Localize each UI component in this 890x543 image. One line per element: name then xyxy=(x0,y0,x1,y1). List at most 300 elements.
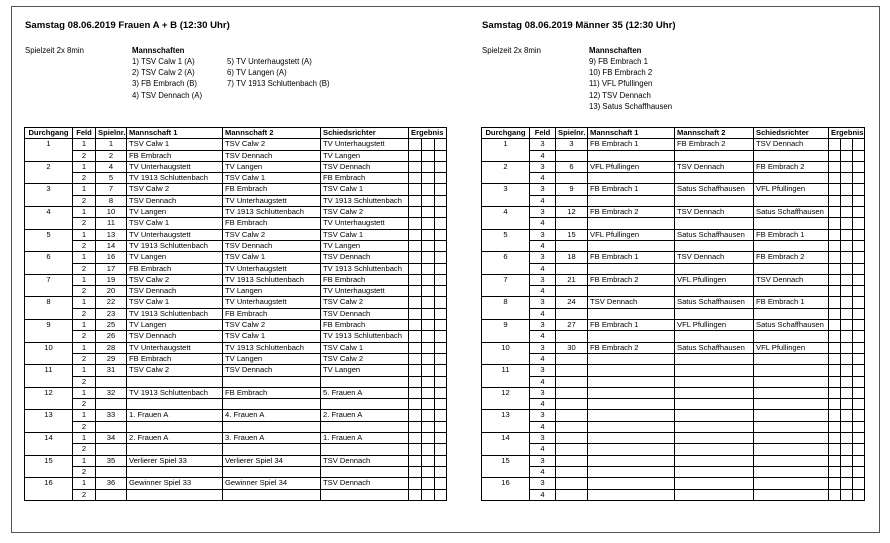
team-entry: 1) TSV Calw 1 (A) xyxy=(132,57,195,66)
table-row xyxy=(25,410,447,421)
cell-ergebnis xyxy=(422,218,435,229)
cell-ergebnis xyxy=(409,433,422,444)
cell-schiedsrichter xyxy=(754,433,829,444)
cell-schiedsrichter: FB Embrach 1 xyxy=(754,297,829,308)
cell-spielnr: 34 xyxy=(96,433,127,444)
cell-mannschaft2 xyxy=(223,444,321,455)
cell-ergebnis xyxy=(829,195,841,206)
cell-mannschaft2 xyxy=(223,399,321,410)
cell-mannschaft2 xyxy=(675,331,754,342)
cell-ergebnis xyxy=(829,161,841,172)
cell-mannschaft2 xyxy=(675,218,754,229)
cell-ergebnis xyxy=(409,274,422,285)
cell-ergebnis xyxy=(841,252,853,263)
cell-durchgang: 9 xyxy=(482,320,530,343)
cell-ergebnis xyxy=(435,466,447,477)
cell-spielnr: 25 xyxy=(96,320,127,331)
cell-spielnr xyxy=(556,489,588,500)
cell-ergebnis xyxy=(853,342,865,353)
cell-ergebnis xyxy=(829,139,841,150)
cell-spielnr: 15 xyxy=(556,229,588,240)
cell-feld: 2 xyxy=(73,286,96,297)
cell-spielnr: 3 xyxy=(556,139,588,150)
team-entry: 13) Satus Schaffhausen xyxy=(589,101,673,111)
cell-ergebnis xyxy=(853,308,865,319)
cell-schiedsrichter xyxy=(754,331,829,342)
cell-ergebnis xyxy=(435,252,447,263)
cell-spielnr xyxy=(556,433,588,444)
cell-mannschaft2 xyxy=(223,489,321,500)
cell-mannschaft2 xyxy=(675,263,754,274)
cell-ergebnis xyxy=(841,286,853,297)
cell-ergebnis xyxy=(853,184,865,195)
cell-ergebnis xyxy=(853,455,865,466)
cell-mannschaft2: TV Langen xyxy=(223,161,321,172)
cell-feld: 4 xyxy=(530,240,556,251)
cell-ergebnis xyxy=(853,229,865,240)
cell-mannschaft1 xyxy=(588,376,675,387)
cell-ergebnis xyxy=(829,478,841,489)
cell-mannschaft1 xyxy=(588,399,675,410)
cell-spielnr: 2 xyxy=(96,150,127,161)
cell-mannschaft2: TSV Calw 2 xyxy=(223,320,321,331)
cell-schiedsrichter xyxy=(754,195,829,206)
cell-ergebnis xyxy=(841,263,853,274)
table-row xyxy=(482,308,865,319)
cell-ergebnis xyxy=(435,376,447,387)
cell-ergebnis xyxy=(409,207,422,218)
cell-mannschaft1: TV Langen xyxy=(127,252,223,263)
cell-feld: 4 xyxy=(530,286,556,297)
cell-ergebnis xyxy=(422,376,435,387)
cell-feld: 1 xyxy=(73,229,96,240)
cell-mannschaft2: FB Embrach xyxy=(223,308,321,319)
cell-spielnr: 27 xyxy=(556,320,588,331)
cell-spielnr xyxy=(556,387,588,398)
cell-spielnr: 5 xyxy=(96,173,127,184)
cell-ergebnis xyxy=(829,308,841,319)
table-row xyxy=(25,240,447,251)
cell-mannschaft1: 2. Frauen A xyxy=(127,433,223,444)
cell-ergebnis xyxy=(841,331,853,342)
cell-feld: 2 xyxy=(73,263,96,274)
cell-feld: 3 xyxy=(530,387,556,398)
table-row xyxy=(25,229,447,240)
cell-mannschaft1 xyxy=(588,466,675,477)
cell-mannschaft1 xyxy=(588,455,675,466)
cell-mannschaft2 xyxy=(675,410,754,421)
cell-mannschaft1: FB Embrach 1 xyxy=(588,184,675,195)
cell-ergebnis xyxy=(409,173,422,184)
cell-ergebnis xyxy=(841,421,853,432)
cell-mannschaft2: TSV Calw 2 xyxy=(223,229,321,240)
cell-feld: 4 xyxy=(530,150,556,161)
cell-mannschaft1: TV Langen xyxy=(127,207,223,218)
cell-schiedsrichter: TSV Dennach xyxy=(321,308,409,319)
cell-ergebnis xyxy=(435,274,447,285)
table-row xyxy=(25,376,447,387)
cell-mannschaft1 xyxy=(588,173,675,184)
cell-ergebnis xyxy=(841,240,853,251)
cell-ergebnis xyxy=(829,229,841,240)
cell-ergebnis xyxy=(409,297,422,308)
cell-spielnr: 26 xyxy=(96,331,127,342)
cell-schiedsrichter xyxy=(754,286,829,297)
cell-ergebnis xyxy=(435,410,447,421)
cell-ergebnis xyxy=(829,331,841,342)
cell-ergebnis xyxy=(841,387,853,398)
cell-ergebnis xyxy=(829,320,841,331)
cell-durchgang: 1 xyxy=(482,139,530,162)
cell-ergebnis xyxy=(829,342,841,353)
cell-mannschaft2 xyxy=(675,365,754,376)
cell-ergebnis xyxy=(829,274,841,285)
header-durchgang: Durchgang xyxy=(482,128,530,139)
cell-schiedsrichter: FB Embrach xyxy=(321,320,409,331)
table-row xyxy=(482,161,865,172)
cell-schiedsrichter: Satus Schaffhausen xyxy=(754,320,829,331)
cell-mannschaft1: TSV Calw 2 xyxy=(127,274,223,285)
cell-schiedsrichter: TSV Calw 1 xyxy=(321,229,409,240)
table-row xyxy=(25,342,447,353)
cell-ergebnis xyxy=(841,376,853,387)
cell-ergebnis xyxy=(435,421,447,432)
cell-ergebnis xyxy=(409,263,422,274)
table-row xyxy=(25,365,447,376)
cell-ergebnis xyxy=(829,489,841,500)
cell-feld: 1 xyxy=(73,342,96,353)
cell-schiedsrichter: TSV Calw 2 xyxy=(321,297,409,308)
cell-feld: 4 xyxy=(530,466,556,477)
playtime-label: Spielzeit 2x 8min xyxy=(25,46,84,55)
table-row xyxy=(25,161,447,172)
cell-ergebnis xyxy=(841,365,853,376)
cell-durchgang: 2 xyxy=(25,161,73,184)
cell-ergebnis xyxy=(853,263,865,274)
cell-spielnr xyxy=(556,478,588,489)
cell-mannschaft1: TV 1913 Schluttenbach xyxy=(127,240,223,251)
cell-feld: 1 xyxy=(73,297,96,308)
cell-ergebnis xyxy=(435,207,447,218)
cell-ergebnis xyxy=(841,161,853,172)
cell-mannschaft2 xyxy=(675,308,754,319)
cell-mannschaft2: TSV Calw 1 xyxy=(223,252,321,263)
cell-spielnr xyxy=(556,466,588,477)
header-mannschaft1: Mannschaft 1 xyxy=(588,128,675,139)
cell-ergebnis xyxy=(829,399,841,410)
cell-ergebnis xyxy=(829,410,841,421)
cell-feld: 2 xyxy=(73,444,96,455)
cell-schiedsrichter: TV 1913 Schluttenbach xyxy=(321,331,409,342)
cell-mannschaft2: FB Embrach xyxy=(223,387,321,398)
cell-ergebnis xyxy=(422,399,435,410)
cell-ergebnis xyxy=(409,387,422,398)
cell-spielnr xyxy=(556,455,588,466)
cell-feld: 3 xyxy=(530,229,556,240)
cell-schiedsrichter: TV Unterhaugstett xyxy=(321,139,409,150)
cell-ergebnis xyxy=(409,478,422,489)
cell-spielnr: 6 xyxy=(556,161,588,172)
header-mannschaft1: Mannschaft 1 xyxy=(127,128,223,139)
table-row xyxy=(25,252,447,263)
schedule-table xyxy=(481,127,865,501)
cell-spielnr: 28 xyxy=(96,342,127,353)
cell-feld: 3 xyxy=(530,342,556,353)
cell-durchgang: 9 xyxy=(25,320,73,343)
cell-feld: 4 xyxy=(530,353,556,364)
cell-spielnr: 30 xyxy=(556,342,588,353)
cell-spielnr: 12 xyxy=(556,207,588,218)
cell-feld: 4 xyxy=(530,308,556,319)
table-row xyxy=(25,207,447,218)
table-row xyxy=(482,433,865,444)
cell-mannschaft1: TV 1913 Schluttenbach xyxy=(127,308,223,319)
cell-ergebnis xyxy=(435,161,447,172)
cell-mannschaft1 xyxy=(588,150,675,161)
cell-spielnr xyxy=(96,444,127,455)
table-row xyxy=(482,150,865,161)
table-row xyxy=(25,308,447,319)
cell-mannschaft2 xyxy=(675,421,754,432)
header-ergebnis: Ergebnis xyxy=(829,128,865,139)
cell-ergebnis xyxy=(829,252,841,263)
cell-mannschaft1 xyxy=(127,421,223,432)
cell-mannschaft1: FB Embrach xyxy=(127,150,223,161)
cell-ergebnis xyxy=(409,331,422,342)
cell-feld: 3 xyxy=(530,252,556,263)
cell-spielnr: 29 xyxy=(96,353,127,364)
cell-mannschaft1: TSV Calw 1 xyxy=(127,139,223,150)
cell-ergebnis xyxy=(853,297,865,308)
cell-durchgang: 14 xyxy=(482,433,530,456)
cell-spielnr: 4 xyxy=(96,161,127,172)
cell-ergebnis xyxy=(409,365,422,376)
cell-ergebnis xyxy=(853,376,865,387)
cell-spielnr xyxy=(96,489,127,500)
cell-ergebnis xyxy=(853,195,865,206)
cell-ergebnis xyxy=(409,353,422,364)
cell-mannschaft1 xyxy=(588,433,675,444)
cell-feld: 3 xyxy=(530,184,556,195)
table-row xyxy=(482,173,865,184)
cell-mannschaft1: 1. Frauen A xyxy=(127,410,223,421)
table-row xyxy=(25,218,447,229)
table-row xyxy=(482,297,865,308)
header-spielnr: Spielnr. xyxy=(556,128,588,139)
cell-mannschaft2 xyxy=(675,444,754,455)
cell-mannschaft1 xyxy=(588,218,675,229)
cell-mannschaft1: TV Unterhaugstett xyxy=(127,342,223,353)
cell-mannschaft2: TSV Calw 1 xyxy=(223,331,321,342)
cell-ergebnis xyxy=(409,150,422,161)
cell-feld: 2 xyxy=(73,376,96,387)
cell-mannschaft2 xyxy=(675,489,754,500)
cell-mannschaft1: TSV Dennach xyxy=(127,331,223,342)
cell-schiedsrichter: TSV Dennach xyxy=(321,455,409,466)
cell-schiedsrichter xyxy=(321,376,409,387)
cell-ergebnis xyxy=(435,455,447,466)
team-entry: 10) FB Embrach 2 xyxy=(589,68,653,78)
cell-durchgang: 8 xyxy=(25,297,73,320)
table-row xyxy=(482,229,865,240)
table-row xyxy=(25,444,447,455)
cell-ergebnis xyxy=(422,297,435,308)
table-row xyxy=(25,331,447,342)
cell-spielnr xyxy=(556,286,588,297)
cell-mannschaft2: 3. Frauen A xyxy=(223,433,321,444)
teams-list-col1 xyxy=(589,56,672,112)
cell-ergebnis xyxy=(409,455,422,466)
cell-ergebnis xyxy=(409,399,422,410)
cell-durchgang: 12 xyxy=(25,387,73,410)
cell-mannschaft1: TSV Calw 1 xyxy=(127,218,223,229)
cell-ergebnis xyxy=(422,184,435,195)
cell-feld: 3 xyxy=(530,455,556,466)
cell-mannschaft1: TSV Dennach xyxy=(127,195,223,206)
cell-mannschaft1: TSV Calw 2 xyxy=(127,365,223,376)
teams-heading: Mannschaften xyxy=(132,46,185,55)
cell-feld: 3 xyxy=(530,207,556,218)
cell-mannschaft2: FB Embrach xyxy=(223,218,321,229)
cell-ergebnis xyxy=(435,444,447,455)
cell-mannschaft1: TV Langen xyxy=(127,320,223,331)
cell-spielnr: 11 xyxy=(96,218,127,229)
cell-ergebnis xyxy=(422,387,435,398)
cell-ergebnis xyxy=(435,399,447,410)
cell-ergebnis xyxy=(422,365,435,376)
cell-ergebnis xyxy=(829,376,841,387)
cell-ergebnis xyxy=(422,466,435,477)
cell-ergebnis xyxy=(409,376,422,387)
cell-schiedsrichter: TSV Calw 1 xyxy=(321,184,409,195)
cell-ergebnis xyxy=(422,444,435,455)
table-row xyxy=(482,387,865,398)
cell-feld: 1 xyxy=(73,274,96,285)
cell-ergebnis xyxy=(841,410,853,421)
cell-spielnr: 23 xyxy=(96,308,127,319)
header-row xyxy=(25,128,447,139)
table-row xyxy=(482,252,865,263)
cell-schiedsrichter: VFL Pfullingen xyxy=(754,184,829,195)
cell-ergebnis xyxy=(422,161,435,172)
team-entry: 9) FB Embrach 1 xyxy=(589,57,648,66)
cell-spielnr: 13 xyxy=(96,229,127,240)
cell-spielnr xyxy=(556,240,588,251)
cell-schiedsrichter: TV 1913 Schluttenbach xyxy=(321,195,409,206)
cell-spielnr: 18 xyxy=(556,252,588,263)
cell-schiedsrichter: TSV Dennach xyxy=(754,139,829,150)
cell-ergebnis xyxy=(435,173,447,184)
cell-mannschaft1: TV Unterhaugstett xyxy=(127,161,223,172)
cell-schiedsrichter: Satus Schaffhausen xyxy=(754,207,829,218)
cell-ergebnis xyxy=(841,399,853,410)
playtime-label: Spielzeit 2x 8min xyxy=(482,46,541,55)
cell-schiedsrichter: FB Embrach xyxy=(321,173,409,184)
cell-spielnr xyxy=(556,263,588,274)
cell-mannschaft1 xyxy=(588,286,675,297)
cell-spielnr xyxy=(556,421,588,432)
cell-ergebnis xyxy=(841,218,853,229)
cell-mannschaft1: TV 1913 Schluttenbach xyxy=(127,387,223,398)
cell-ergebnis xyxy=(435,229,447,240)
cell-schiedsrichter xyxy=(754,444,829,455)
cell-mannschaft1: Verlierer Spiel 33 xyxy=(127,455,223,466)
cell-mannschaft2: TSV Calw 2 xyxy=(223,139,321,150)
cell-spielnr: 7 xyxy=(96,184,127,195)
cell-spielnr: 24 xyxy=(556,297,588,308)
cell-ergebnis xyxy=(422,478,435,489)
cell-ergebnis xyxy=(422,455,435,466)
cell-schiedsrichter xyxy=(754,399,829,410)
team-entry: 6) TV Langen (A) xyxy=(227,68,287,78)
table-row xyxy=(482,286,865,297)
cell-mannschaft1: Gewinner Spiel 33 xyxy=(127,478,223,489)
cell-ergebnis xyxy=(422,173,435,184)
cell-mannschaft1: FB Embrach 2 xyxy=(588,207,675,218)
cell-mannschaft2: TV Unterhaugstett xyxy=(223,195,321,206)
cell-mannschaft1 xyxy=(127,444,223,455)
cell-spielnr xyxy=(556,353,588,364)
cell-mannschaft2: Satus Schaffhausen xyxy=(675,229,754,240)
cell-ergebnis xyxy=(422,286,435,297)
table-row xyxy=(482,139,865,150)
cell-ergebnis xyxy=(435,139,447,150)
cell-spielnr: 19 xyxy=(96,274,127,285)
cell-durchgang: 12 xyxy=(482,387,530,410)
table-row xyxy=(482,331,865,342)
cell-ergebnis xyxy=(853,478,865,489)
cell-ergebnis xyxy=(841,207,853,218)
cell-feld: 4 xyxy=(530,263,556,274)
cell-durchgang: 11 xyxy=(25,365,73,388)
cell-ergebnis xyxy=(422,274,435,285)
cell-ergebnis xyxy=(409,139,422,150)
cell-ergebnis xyxy=(841,478,853,489)
cell-feld: 3 xyxy=(530,410,556,421)
cell-feld: 2 xyxy=(73,195,96,206)
cell-ergebnis xyxy=(841,297,853,308)
cell-ergebnis xyxy=(853,421,865,432)
cell-ergebnis xyxy=(435,184,447,195)
cell-feld: 4 xyxy=(530,331,556,342)
cell-ergebnis xyxy=(435,489,447,500)
cell-ergebnis xyxy=(853,489,865,500)
cell-mannschaft1: TV 1913 Schluttenbach xyxy=(127,173,223,184)
header-feld: Feld xyxy=(73,128,96,139)
cell-durchgang: 5 xyxy=(25,229,73,252)
cell-durchgang: 6 xyxy=(482,252,530,275)
cell-mannschaft2 xyxy=(675,455,754,466)
table-row xyxy=(482,320,865,331)
table-row xyxy=(25,466,447,477)
cell-ergebnis xyxy=(435,218,447,229)
cell-mannschaft2 xyxy=(675,195,754,206)
table-row xyxy=(25,173,447,184)
table-row xyxy=(482,207,865,218)
team-entry: 7) TV 1913 Schluttenbach (B) xyxy=(227,79,330,89)
cell-ergebnis xyxy=(829,353,841,364)
table-row xyxy=(482,399,865,410)
table-row xyxy=(25,455,447,466)
table-row xyxy=(482,195,865,206)
cell-schiedsrichter xyxy=(321,466,409,477)
cell-ergebnis xyxy=(409,218,422,229)
cell-ergebnis xyxy=(435,286,447,297)
team-entry: 11) VFL Pfullingen xyxy=(589,79,653,89)
cell-feld: 3 xyxy=(530,320,556,331)
cell-feld: 3 xyxy=(530,365,556,376)
cell-schiedsrichter xyxy=(754,455,829,466)
